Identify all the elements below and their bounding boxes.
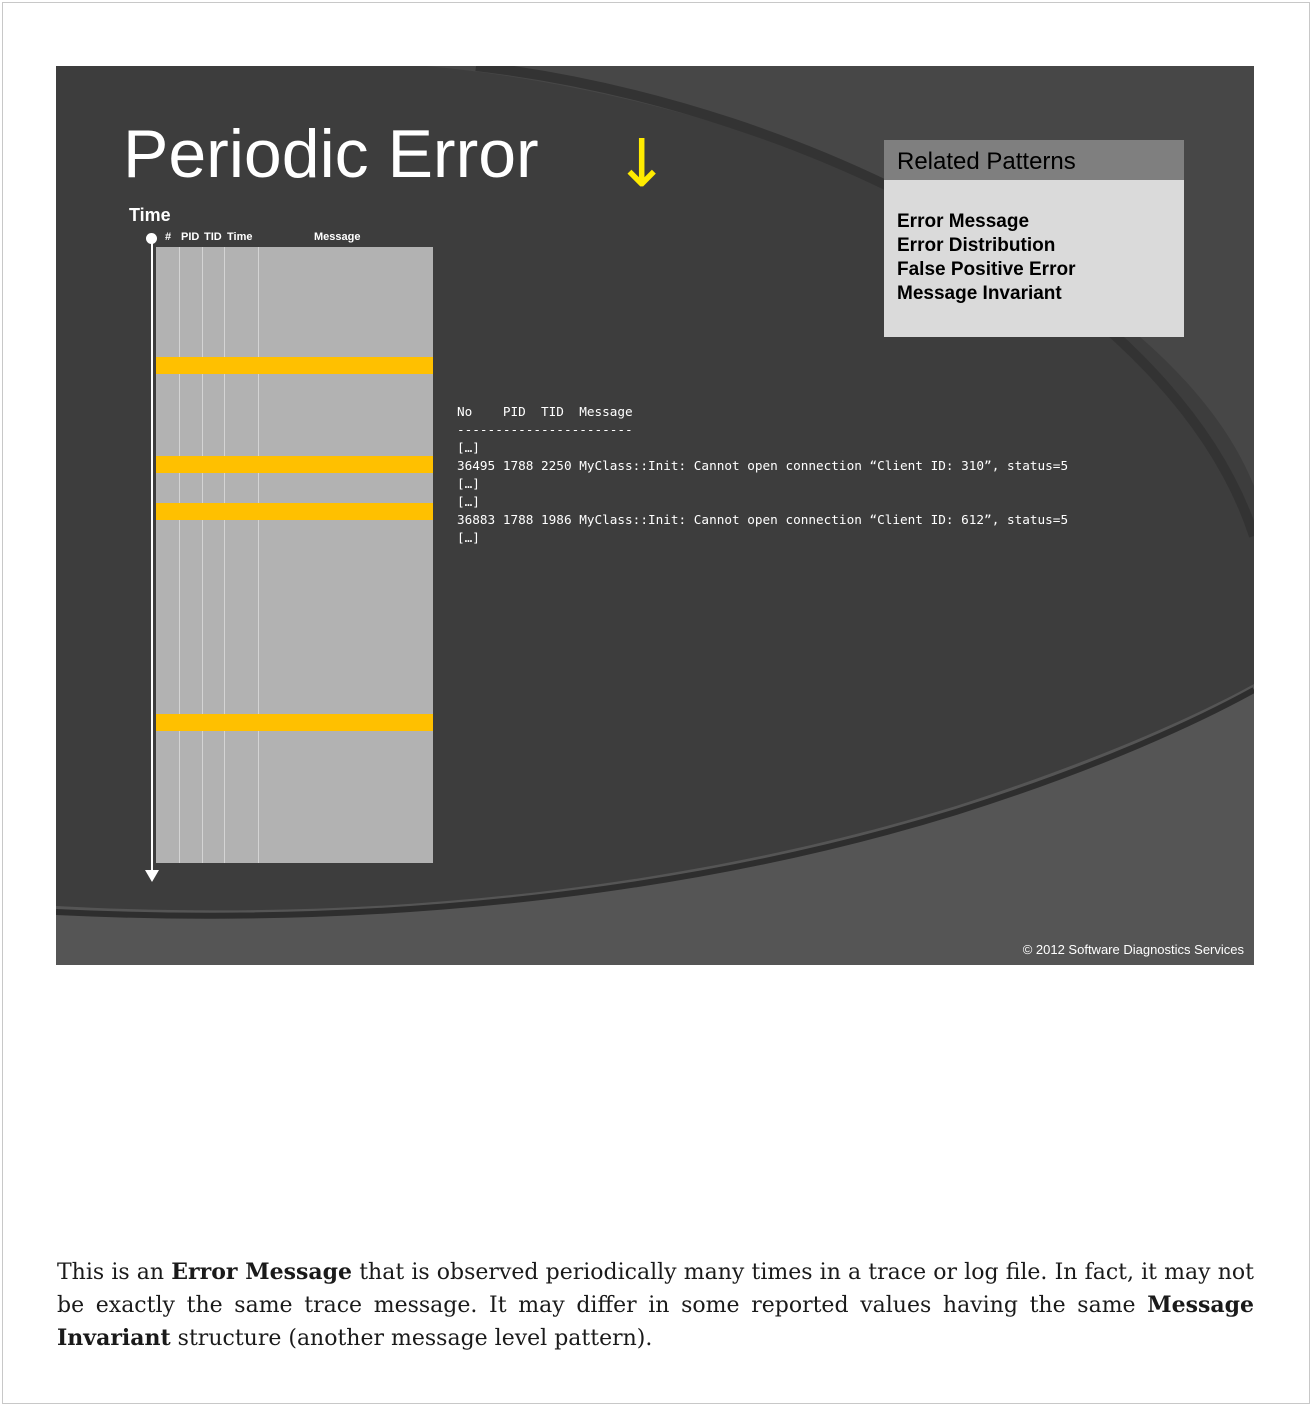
related-pattern-item: Error Distribution <box>897 235 1056 256</box>
column-header-time: Time <box>227 231 253 243</box>
log-line: […] <box>457 476 480 491</box>
related-pattern-item: Message Invariant <box>897 283 1062 304</box>
trace-column-divider <box>202 247 203 863</box>
log-rule: ----------------------- <box>457 422 633 437</box>
column-header-tid: TID <box>204 231 222 243</box>
time-axis-label: Time <box>129 205 171 225</box>
trace-table <box>156 247 433 863</box>
trace-column-divider <box>179 247 180 863</box>
related-patterns-heading: Related Patterns <box>884 140 1184 180</box>
copyright-notice: © 2012 Software Diagnostics Services <box>1022 942 1244 957</box>
time-axis-arrowhead <box>145 870 159 882</box>
body-paragraph <box>57 1256 1254 1355</box>
pattern-reference: Message Invariant <box>57 1292 1254 1351</box>
error-message-band <box>156 357 433 374</box>
log-excerpt <box>457 403 1068 547</box>
log-header: No PID TID Message <box>457 404 633 419</box>
column-header-message: Message <box>314 231 361 243</box>
related-patterns-list <box>884 180 1184 306</box>
pattern-reference: Error Message <box>171 1259 353 1285</box>
column-header-pid: PID <box>181 231 200 243</box>
log-line: 36883 1788 1986 MyClass::Init: Cannot open connection “Client ID: 612”, status=5 <box>457 512 1069 527</box>
log-line: 36495 1788 2250 MyClass::Init: Cannot open connection “Client ID: 310”, status=5 <box>457 458 1069 473</box>
trace-column-divider <box>224 247 225 863</box>
error-message-band <box>156 503 433 520</box>
paragraph-text: structure (another message level pattern). <box>170 1326 653 1351</box>
down-arrow-icon: ↓ <box>614 125 670 202</box>
time-axis <box>151 234 153 876</box>
error-message-band <box>156 456 433 473</box>
related-pattern-item: False Positive Error <box>897 259 1076 280</box>
log-line: […] <box>457 494 480 509</box>
related-patterns-panel <box>884 140 1184 337</box>
log-line: […] <box>457 530 480 545</box>
log-line: […] <box>457 440 480 455</box>
time-axis-origin <box>146 233 157 244</box>
slide-title: Periodic Error <box>123 116 539 192</box>
trace-column-divider <box>258 247 259 863</box>
paragraph-text: This is an <box>57 1260 172 1285</box>
error-message-band <box>156 714 433 731</box>
paragraph-text: that is observed periodically many times in a trace or log file. In fact, it may not be exactly the same trace message. It may differ in some reported values having the same <box>57 1260 1254 1318</box>
slide <box>56 66 1254 965</box>
related-pattern-item: Error Message <box>897 211 1030 232</box>
column-header-number: # <box>165 231 172 243</box>
